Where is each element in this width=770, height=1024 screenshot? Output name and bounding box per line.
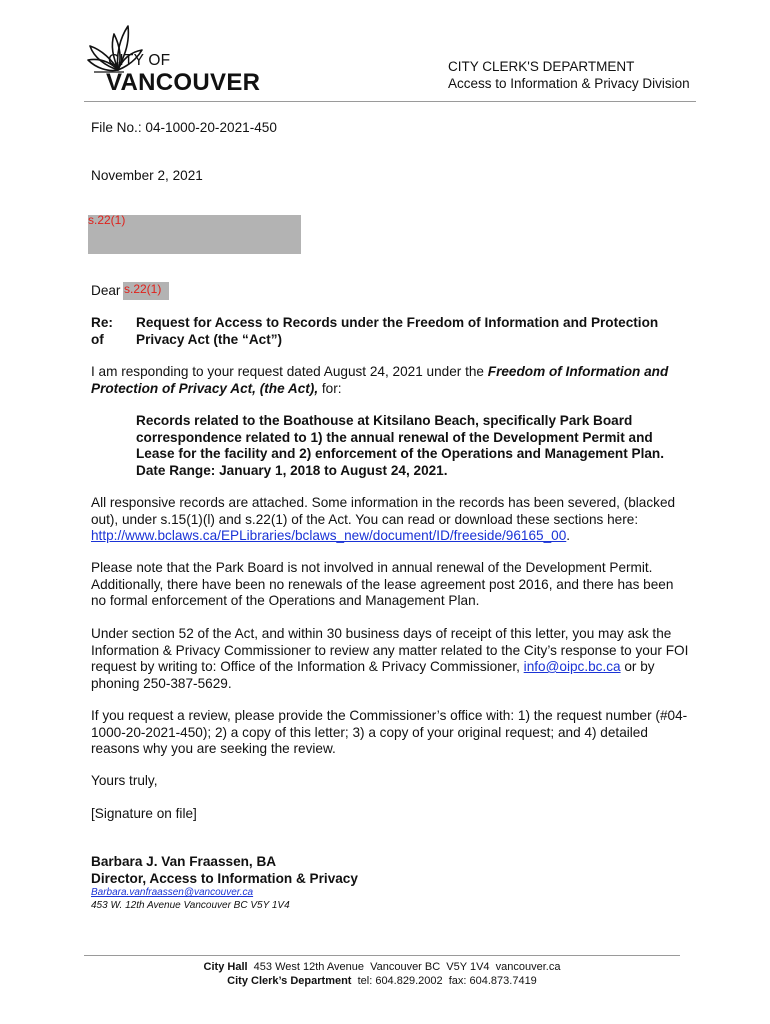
signatory-title: Director, Access to Information & Privacy xyxy=(91,870,358,886)
signatory-block xyxy=(91,854,358,887)
records-text: All responsive records are attached. Some information in the records has been severed, (blacked out), under s.15(1)(l) and s.22(1) of the Act. You can read or download these sections here: xyxy=(91,495,676,527)
footer-contact: tel: 604.829.2002 fax: 604.873.7419 xyxy=(351,975,537,987)
re-label xyxy=(91,315,113,348)
bclaws-link[interactable]: http://www.bclaws.ca/EPLibraries/bclaws_new/document/ID/freeside/96165_00 xyxy=(91,528,567,543)
subject-line: Request for Access to Records under the Freedom of Information and Protection Privacy Act (the “Act”) xyxy=(136,315,659,347)
letter-date: November 2, 2021 xyxy=(91,168,203,183)
oipc-email-link[interactable]: info@oipc.bc.ca xyxy=(523,659,621,674)
signature-placeholder: [Signature on file] xyxy=(91,806,197,821)
footer-department: City Clerk’s Department xyxy=(227,975,352,987)
department-name: CITY CLERK'S DEPARTMENT xyxy=(448,59,635,74)
review-text: Under section 52 of the Act, and within 30 business days of receipt of this letter, you may ask the Information & Privacy Commissioner to review any matter related to the City’s response to your FOI request by writing to: Office of the Information & Privacy Commissioner, xyxy=(91,626,689,674)
signatory-name: Barbara J. Van Fraassen, BA xyxy=(91,854,277,869)
re-label-of: of xyxy=(91,331,104,347)
re-label-re: Re: xyxy=(91,315,113,330)
letter-footer xyxy=(84,960,680,988)
logo-city-of-text: CITY OF xyxy=(108,52,171,69)
redaction-label: s.22(1) xyxy=(88,213,126,227)
records-paragraph xyxy=(91,495,691,545)
review-paragraph xyxy=(91,626,691,692)
quoted-request: Records related to the Boathouse at Kitsilano Beach, specifically Park Board correspondence related to 1) the annual renewal of the Development Permit and Lease for the facility and 2) enforcement of the Operations and Management Plan. Date Range: January 1, 2018 to August 24, 2021. xyxy=(136,413,664,478)
review-text-end: or by phoning 250-387-5629. xyxy=(91,659,655,691)
signatory-email-line xyxy=(91,887,253,898)
file-number: File No.: 04-1000-20-2021-450 xyxy=(91,120,277,135)
intro-text-end: for: xyxy=(318,380,342,396)
footer-city-hall: City Hall xyxy=(203,961,248,973)
department-division: Access to Information & Privacy Division xyxy=(448,76,690,91)
city-of-vancouver-logo xyxy=(84,20,259,96)
signatory-address: 453 W. 12th Avenue Vancouver BC V5Y 1V4 xyxy=(91,900,290,911)
request-review-paragraph: If you request a review, please provide the Commissioner’s office with: 1) the request number (#04-1000-20-2021-450); 2) a copy of this letter; 3) a copy of your original request; and 4) detailed reasons why you are seeking the review. xyxy=(91,708,688,756)
intro-text-start: I am responding to your request dated August 24, 2021 under the xyxy=(91,364,488,379)
act-name-emphasis: Freedom of Information and Protection of Privacy Act, (the Act), xyxy=(91,364,669,396)
intro-paragraph xyxy=(91,364,691,397)
footer-divider xyxy=(84,955,680,956)
department-header xyxy=(448,58,690,92)
footer-address: 453 West 12th Avenue Vancouver BC V5Y 1V4 vancouver.ca xyxy=(247,961,561,973)
redaction-label-name: s.22(1) xyxy=(124,282,162,296)
signatory-email-link[interactable]: Barbara.vanfraassen@vancouver.ca xyxy=(91,887,254,898)
salutation: Dear xyxy=(91,283,121,298)
logo-vancouver-text: VANCOUVER xyxy=(106,69,261,96)
header-divider xyxy=(84,101,696,102)
records-text-end: . xyxy=(566,528,571,543)
footer-line-2 xyxy=(84,974,680,988)
footer-line-1 xyxy=(84,960,680,974)
note-paragraph: Please note that the Park Board is not involved in annual renewal of the Development Permit. Additionally, there have been no renewals of the lease agreement post 2016, and there has been no formal enforcement of the Operations and Management Plan. xyxy=(91,560,674,608)
closing: Yours truly, xyxy=(91,773,158,788)
